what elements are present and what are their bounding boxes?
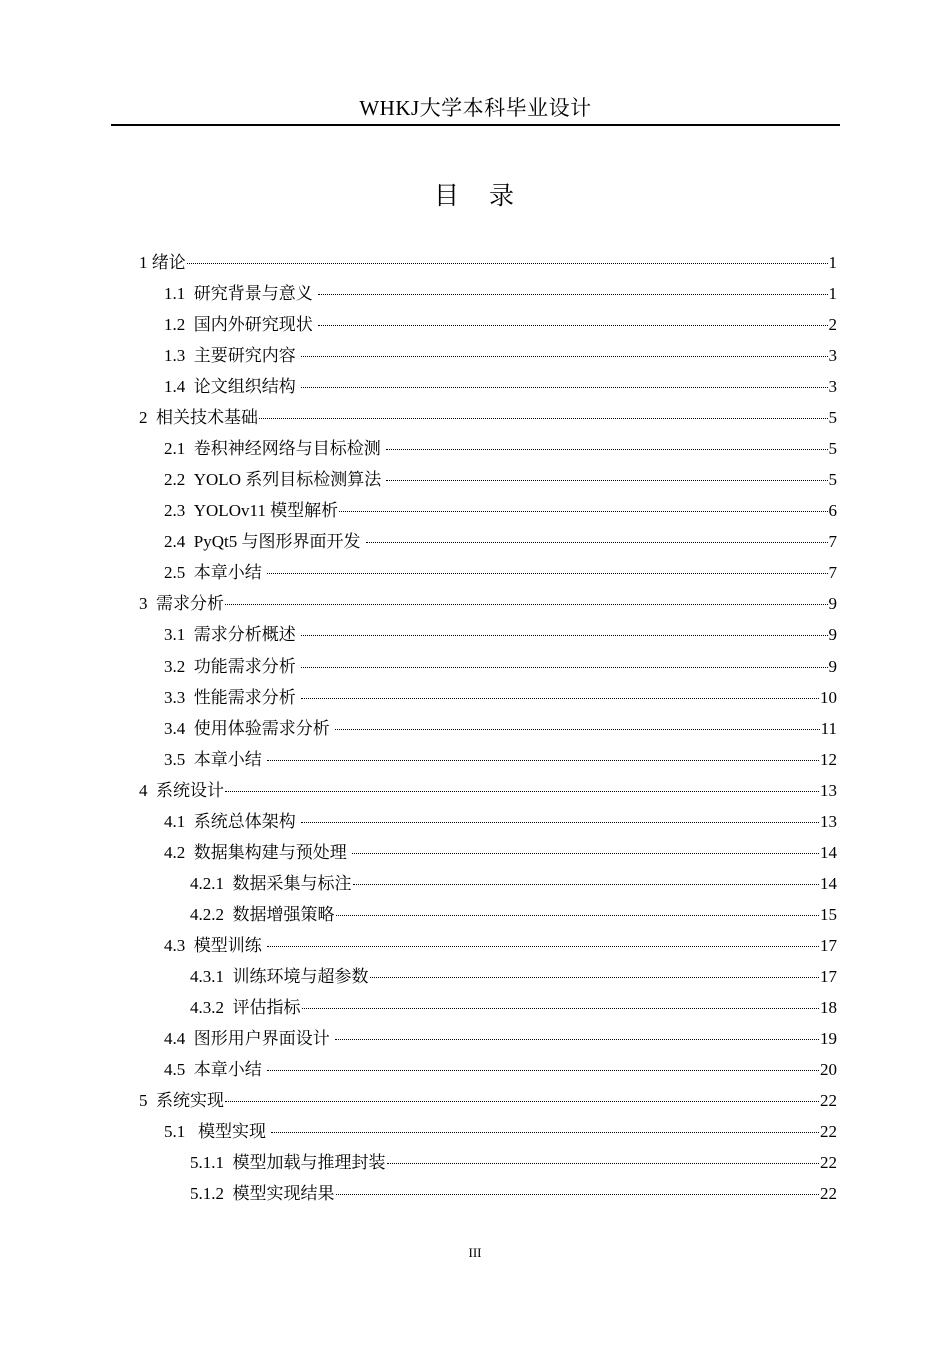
toc-dot-leader xyxy=(301,387,828,388)
toc-entry-page: 3 xyxy=(828,377,837,397)
toc-entry-page: 10 xyxy=(820,687,837,707)
toc-entry-page: 17 xyxy=(820,966,837,986)
toc-entry-page: 7 xyxy=(828,532,837,552)
toc-dot-leader xyxy=(301,698,819,699)
toc-entry-number: 3.5 xyxy=(164,749,194,769)
toc-entry-label: YOLO 系列目标检测算法 xyxy=(193,470,386,490)
toc-entry-page: 2 xyxy=(828,315,837,335)
toc-dot-leader xyxy=(335,729,820,730)
toc-entry[interactable] xyxy=(164,371,837,402)
toc-dot-leader xyxy=(187,263,828,264)
toc-entry-label: 功能需求分析 xyxy=(193,656,300,676)
toc-title-char-2: 录 xyxy=(489,183,517,210)
toc-entry[interactable] xyxy=(164,806,837,837)
toc-entry[interactable] xyxy=(190,868,837,899)
toc-dot-leader xyxy=(301,822,819,823)
toc-entry-page: 22 xyxy=(820,1153,837,1173)
toc-entry-page: 5 xyxy=(828,408,837,428)
toc-entry-page: 22 xyxy=(820,1184,837,1204)
toc-dot-leader xyxy=(225,791,819,792)
toc-entry[interactable] xyxy=(164,651,837,682)
toc-dot-leader xyxy=(318,325,828,326)
toc-entry-number: 4.4 xyxy=(164,1029,194,1048)
toc-entry-page: 9 xyxy=(828,625,837,645)
toc-entry[interactable] xyxy=(164,526,837,557)
toc-dot-leader xyxy=(366,542,828,543)
toc-dot-leader xyxy=(370,977,820,978)
toc-entry[interactable] xyxy=(164,930,837,961)
toc-entry-label: 系统设计 xyxy=(156,780,224,800)
toc-entry-label: 研究背景与意义 xyxy=(193,284,317,304)
toc-entry-page: 1 xyxy=(828,253,837,272)
toc-entry[interactable] xyxy=(164,278,837,309)
toc-entry-number: 4.2.2 xyxy=(190,904,233,924)
toc-entry-number: 2.5 xyxy=(164,563,194,583)
toc-title-char-1: 目 xyxy=(433,183,461,210)
toc-entry-label: 主要研究内容 xyxy=(193,346,300,366)
toc-entry-page: 19 xyxy=(820,1029,837,1048)
toc-entry-label: 本章小结 xyxy=(193,563,266,583)
toc-entry[interactable] xyxy=(190,961,837,992)
toc-dot-leader xyxy=(386,449,828,450)
toc-entry-page: 13 xyxy=(820,780,837,800)
toc-entry-number: 2.2 xyxy=(164,470,194,490)
toc-entry-label: PyQt5 与图形界面开发 xyxy=(193,532,365,552)
toc-dot-leader xyxy=(336,1194,820,1195)
toc-entry[interactable] xyxy=(139,1085,837,1116)
toc-entry-number: 1.4 xyxy=(164,377,194,397)
toc-entry-page: 14 xyxy=(820,873,837,893)
toc-entry[interactable] xyxy=(164,433,837,464)
toc-entry-label: 系统实现 xyxy=(156,1091,224,1111)
toc-entry[interactable] xyxy=(164,309,837,340)
toc-entry-page: 22 xyxy=(820,1122,837,1142)
toc-entry-label: 使用体验需求分析 xyxy=(193,718,334,738)
toc-entry[interactable] xyxy=(190,899,837,930)
toc-entry-number: 4.3.1 xyxy=(190,966,233,986)
toc-entry-number: 2.1 xyxy=(164,439,194,459)
running-header: WHKJ大学本科毕业设计 xyxy=(359,96,592,120)
toc-dot-leader xyxy=(267,760,819,761)
toc-entry-page: 9 xyxy=(828,594,837,614)
toc-dot-leader xyxy=(318,294,828,295)
toc-entry-page: 6 xyxy=(828,501,837,521)
toc-entry-page: 22 xyxy=(820,1091,837,1111)
toc-entry-page: 5 xyxy=(828,470,837,490)
toc-dot-leader xyxy=(267,573,828,574)
toc-entry[interactable] xyxy=(139,402,837,433)
header-rule xyxy=(111,124,840,126)
toc-entry-number: 2 xyxy=(139,408,156,428)
toc-entry-page: 13 xyxy=(820,811,837,831)
toc-entry-page: 9 xyxy=(828,656,837,676)
toc-entry[interactable] xyxy=(164,744,837,775)
toc-entry-label: 论文组织结构 xyxy=(193,377,300,397)
toc-entry-number: 5.1.2 xyxy=(190,1184,233,1204)
toc-entry-page: 1 xyxy=(828,284,837,304)
toc-dot-leader xyxy=(352,853,819,854)
toc-dot-leader xyxy=(267,1070,819,1071)
toc-dot-leader xyxy=(271,1132,819,1133)
toc-title xyxy=(0,176,950,212)
toc-entry-page: 18 xyxy=(820,997,837,1017)
toc-entry-label: 需求分析 xyxy=(156,594,224,614)
toc-entry-label: 模型实现结果 xyxy=(232,1184,335,1204)
toc-dot-leader xyxy=(259,418,828,419)
toc-entry-number: 4.3.2 xyxy=(190,997,233,1017)
toc-entry-label: 数据采集与标注 xyxy=(232,873,352,893)
toc-entry-page: 7 xyxy=(828,563,837,583)
toc-entry-number: 5 xyxy=(139,1091,156,1111)
toc-entry-page: 14 xyxy=(820,842,837,862)
toc-entry-page: 17 xyxy=(820,935,837,955)
toc-entry-number: 4.1 xyxy=(164,811,194,831)
toc-entry-number: 3.4 xyxy=(164,718,194,738)
toc-entry[interactable] xyxy=(139,247,837,278)
toc-entry-label: 本章小结 xyxy=(193,749,266,769)
toc-entry-label: 国内外研究现状 xyxy=(193,315,317,335)
toc-entry-label: 训练环境与超参数 xyxy=(232,966,369,986)
toc-entry-label: YOLOv11 模型解析 xyxy=(193,501,339,521)
toc-entry-number: 3.2 xyxy=(164,656,194,676)
toc-entry[interactable] xyxy=(164,682,837,713)
toc-entry[interactable] xyxy=(190,992,837,1023)
toc-dot-leader xyxy=(335,1039,819,1040)
toc-entry[interactable] xyxy=(164,557,837,588)
toc-dot-leader xyxy=(225,604,828,605)
toc-dot-leader xyxy=(267,946,819,947)
toc-entry[interactable] xyxy=(190,1178,837,1209)
toc-entry-number: 3.3 xyxy=(164,687,194,707)
toc-entry[interactable] xyxy=(164,464,837,495)
toc-entry[interactable] xyxy=(164,837,837,868)
toc-entry-label: 图形用户界面设计 xyxy=(193,1029,334,1048)
toc-entry-page: 15 xyxy=(820,904,837,924)
toc-dot-leader xyxy=(302,1008,820,1009)
toc-entry-number: 4.2 xyxy=(164,842,194,862)
toc-entry[interactable] xyxy=(164,495,837,526)
toc-dot-leader xyxy=(301,635,828,636)
toc-entry-page: 11 xyxy=(820,718,837,738)
toc-dot-leader xyxy=(386,480,827,481)
toc-entry-number: 3 xyxy=(139,594,156,614)
toc-entry-page: 5 xyxy=(828,439,837,459)
toc-entry-number: 4 xyxy=(139,780,156,800)
toc-entry-label: 数据增强策略 xyxy=(232,904,335,924)
toc-dot-leader xyxy=(353,884,820,885)
toc-dot-leader xyxy=(336,915,820,916)
toc-entry[interactable] xyxy=(164,340,837,371)
toc-entry-label: 卷积神经网络与目标检测 xyxy=(193,439,385,459)
toc-entry-label: 本章小结 xyxy=(193,1060,266,1080)
toc-entry[interactable] xyxy=(139,588,837,619)
toc-entry-label: 数据集构建与预处理 xyxy=(193,842,351,862)
toc-entry-label: 需求分析概述 xyxy=(193,625,300,645)
toc-entry-label: 模型训练 xyxy=(193,935,266,955)
toc-entry[interactable] xyxy=(164,1023,837,1054)
toc-entry[interactable] xyxy=(190,1147,837,1178)
toc-entry-number: 1.2 xyxy=(164,315,194,335)
toc-dot-leader xyxy=(225,1101,819,1102)
toc-entry-number: 5.1 xyxy=(164,1122,198,1142)
toc-entry-number: 5.1.1 xyxy=(190,1153,233,1173)
toc-entry-page: 12 xyxy=(820,749,837,769)
toc-entry-label: 性能需求分析 xyxy=(193,687,300,707)
toc-entry[interactable] xyxy=(139,775,837,806)
toc-entry-label: 系统总体架构 xyxy=(193,811,300,831)
toc-entry-number: 3.1 xyxy=(164,625,194,645)
toc-entry-number: 4.3 xyxy=(164,935,194,955)
page-number: III xyxy=(468,1245,482,1260)
toc-entry-label: 相关技术基础 xyxy=(156,408,258,428)
toc-dot-leader xyxy=(301,667,828,668)
toc-entry-number: 1.1 xyxy=(164,284,194,304)
toc-dot-leader xyxy=(387,1163,820,1164)
toc-dot-leader xyxy=(339,511,827,512)
toc-entry[interactable] xyxy=(164,619,837,650)
toc-entry-page: 3 xyxy=(828,346,837,366)
toc-entry-number: 4.2.1 xyxy=(190,873,233,893)
toc-entry-number: 2.4 xyxy=(164,532,194,552)
toc-entry-label: 绪论 xyxy=(151,253,186,272)
toc-entry-page: 20 xyxy=(820,1060,837,1080)
toc-entry-number: 1 xyxy=(139,253,152,272)
toc-dot-leader xyxy=(301,356,828,357)
toc-entry-number: 2.3 xyxy=(164,501,194,521)
toc-entry-label: 评估指标 xyxy=(232,997,301,1017)
toc-entry-number: 4.5 xyxy=(164,1060,194,1080)
toc-entry[interactable] xyxy=(164,1116,837,1147)
toc-entry-label: 模型加载与推理封装 xyxy=(232,1153,386,1173)
toc-entry[interactable] xyxy=(164,713,837,744)
toc-entry-number: 1.3 xyxy=(164,346,194,366)
toc-entry[interactable] xyxy=(164,1054,837,1085)
toc-entry-label: 模型实现 xyxy=(198,1122,271,1142)
